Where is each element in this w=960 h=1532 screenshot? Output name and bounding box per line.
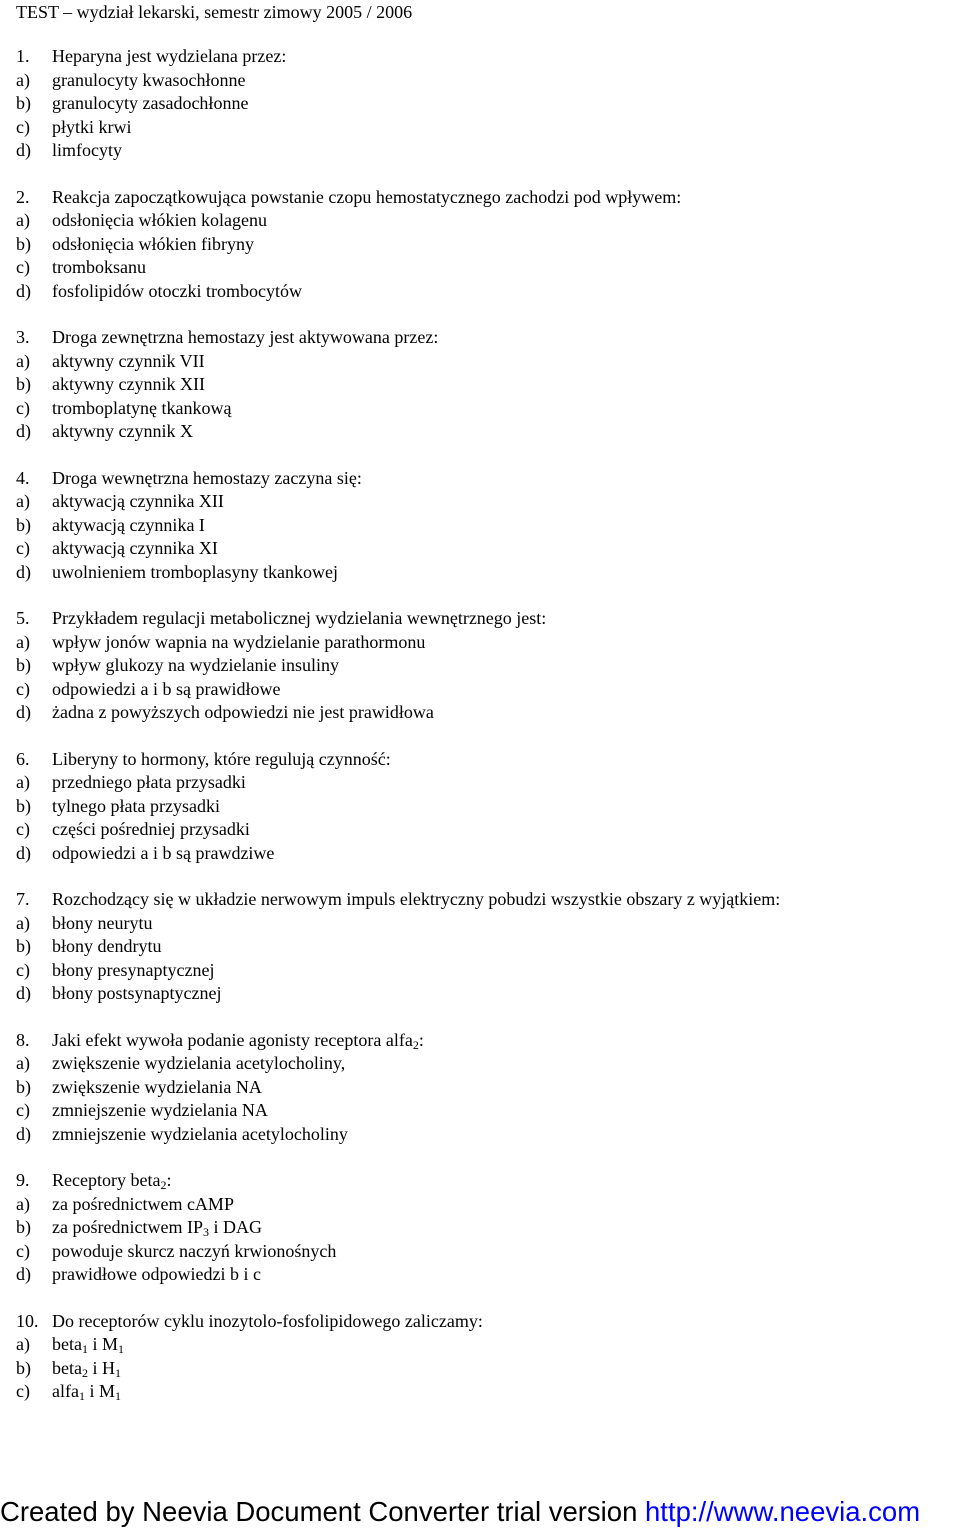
answer-option bbox=[16, 209, 946, 233]
option-text: błony dendrytu bbox=[52, 936, 162, 956]
option-text: granulocyty zasadochłonne bbox=[52, 93, 249, 113]
option-letter: c) bbox=[16, 1240, 30, 1261]
converter-footer bbox=[0, 1494, 920, 1530]
answer-option bbox=[16, 373, 946, 397]
subscript: 1 bbox=[115, 1389, 121, 1403]
answer-option bbox=[16, 935, 946, 959]
question bbox=[16, 748, 946, 866]
text-run: i H bbox=[87, 1357, 115, 1378]
page-title: TEST – wydział lekarski, semestr zimowy 2005 / 2006 bbox=[16, 2, 413, 22]
option-text: żadna z powyższych odpowiedzi nie jest prawidłowa bbox=[52, 702, 434, 722]
answer-option bbox=[16, 771, 946, 795]
option-text: aktywny czynnik X bbox=[52, 421, 193, 441]
option-text: odpowiedzi a i b są prawdziwe bbox=[52, 842, 275, 863]
option-text: aktywacją czynnika XII bbox=[52, 491, 224, 511]
answer-option bbox=[16, 795, 946, 819]
question bbox=[16, 607, 946, 725]
option-letter: d) bbox=[16, 561, 31, 582]
answer-option bbox=[16, 116, 946, 140]
option-text: tromboksanu bbox=[52, 257, 146, 277]
option-text: wpływ jonów wapnia na wydzielanie parathormonu bbox=[52, 631, 426, 652]
option-text: odsłonięcia włókien kolagenu bbox=[52, 210, 267, 230]
question-stem bbox=[16, 748, 946, 772]
answer-option bbox=[16, 69, 946, 93]
option-text: zwiększenie wydzielania NA bbox=[52, 1076, 262, 1097]
option-text: błony postsynaptycznej bbox=[52, 983, 222, 1003]
subscript: 3 bbox=[202, 1225, 209, 1239]
question-stem bbox=[16, 467, 946, 491]
question bbox=[16, 326, 946, 444]
subscript: 1 bbox=[114, 1365, 121, 1380]
text-run: Receptory beta bbox=[52, 1170, 161, 1190]
option-text: wpływ glukozy na wydzielanie insuliny bbox=[52, 655, 339, 675]
question bbox=[16, 45, 946, 163]
option-letter: d) bbox=[16, 140, 31, 160]
question-number: 5. bbox=[16, 608, 30, 628]
answer-option bbox=[16, 256, 946, 280]
answer-option bbox=[16, 1099, 946, 1123]
question bbox=[16, 1310, 946, 1404]
option-text: aktywny czynnik XII bbox=[52, 374, 205, 394]
answer-option bbox=[16, 139, 946, 163]
option-text bbox=[52, 1357, 946, 1381]
option-text: fosfolipidów otoczki trombocytów bbox=[52, 280, 302, 301]
option-text: aktywacją czynnika XI bbox=[52, 538, 218, 558]
option-text: odsłonięcia włókien fibryny bbox=[52, 233, 254, 254]
option-letter: c) bbox=[16, 1100, 30, 1120]
option-letter: d) bbox=[16, 983, 31, 1003]
text-run: : bbox=[166, 1170, 172, 1190]
option-letter: c) bbox=[16, 1381, 30, 1401]
option-letter: d) bbox=[16, 1123, 31, 1144]
answer-option bbox=[16, 490, 946, 514]
subscript: 2 bbox=[412, 1037, 419, 1052]
answer-option bbox=[16, 982, 946, 1006]
option-letter: a) bbox=[16, 350, 30, 371]
answer-option bbox=[16, 678, 946, 702]
question-text: Rozchodzący się w układzie nerwowym impuls elektryczny pobudzi wszystkie obszary z wyjątkiem: bbox=[52, 889, 781, 909]
option-letter: a) bbox=[16, 631, 30, 652]
subscript: 2 bbox=[81, 1365, 88, 1380]
option-letter: c) bbox=[16, 959, 30, 980]
question-number: 8. bbox=[16, 1029, 30, 1050]
option-text: za pośrednictwem cAMP bbox=[52, 1193, 234, 1214]
answer-option bbox=[16, 561, 946, 585]
option-text: prawidłowe odpowiedzi b i c bbox=[52, 1264, 261, 1284]
option-letter: b) bbox=[16, 655, 31, 675]
option-letter: a) bbox=[16, 1053, 30, 1073]
answer-option bbox=[16, 1052, 946, 1076]
option-text: aktywacją czynnika I bbox=[52, 514, 205, 535]
question-stem bbox=[16, 888, 946, 912]
question-number: 4. bbox=[16, 467, 30, 488]
option-letter: a) bbox=[16, 491, 30, 511]
option-text: zwiększenie wydzielania acetylocholiny, bbox=[52, 1053, 346, 1073]
text-run: alfa bbox=[52, 1381, 79, 1401]
question-stem bbox=[16, 186, 946, 210]
text-run: Jaki efekt wywoła podanie agonisty receptora alfa bbox=[52, 1029, 413, 1050]
option-text: części pośredniej przysadki bbox=[52, 819, 250, 839]
option-text: powoduje skurcz naczyń krwionośnych bbox=[52, 1240, 337, 1261]
answer-option bbox=[16, 654, 946, 678]
option-letter: b) bbox=[16, 93, 31, 113]
option-letter: a) bbox=[16, 1334, 30, 1354]
text-run: beta bbox=[52, 1357, 82, 1378]
question-text: Przykładem regulacji metabolicznej wydzielania wewnętrznego jest: bbox=[52, 608, 547, 628]
option-letter: b) bbox=[16, 1076, 31, 1097]
option-text: tylnego płata przysadki bbox=[52, 795, 220, 816]
option-text: odpowiedzi a i b są prawidłowe bbox=[52, 678, 281, 699]
question-stem bbox=[16, 1169, 946, 1193]
answer-option bbox=[16, 537, 946, 561]
option-letter: a) bbox=[16, 772, 30, 792]
answer-option bbox=[16, 701, 946, 725]
option-text: błony neurytu bbox=[52, 912, 153, 933]
answer-option bbox=[16, 1333, 946, 1357]
text-run: za pośrednictwem IP bbox=[52, 1217, 203, 1237]
answer-option bbox=[16, 631, 946, 655]
question bbox=[16, 186, 946, 304]
option-letter: c) bbox=[16, 538, 30, 558]
text-run: i M bbox=[84, 1381, 115, 1401]
option-letter: c) bbox=[16, 678, 30, 699]
question-number: 6. bbox=[16, 748, 30, 769]
question-text: Liberyny to hormony, które regulują czynność: bbox=[52, 748, 391, 769]
subscript: 1 bbox=[118, 1342, 124, 1356]
option-text: aktywny czynnik VII bbox=[52, 350, 205, 371]
option-text: uwolnieniem tromboplasyny tkankowej bbox=[52, 561, 338, 582]
option-letter: b) bbox=[16, 374, 31, 394]
subscript: 1 bbox=[78, 1389, 85, 1403]
question-number: 7. bbox=[16, 889, 30, 909]
option-text bbox=[52, 1380, 946, 1404]
option-letter: a) bbox=[16, 1193, 30, 1214]
question-number: 9. bbox=[16, 1170, 30, 1190]
option-text: błony presynaptycznej bbox=[52, 959, 215, 980]
option-letter: b) bbox=[16, 1357, 31, 1378]
text-run: : bbox=[418, 1029, 424, 1050]
option-letter: d) bbox=[16, 1264, 31, 1284]
question-stem bbox=[16, 45, 946, 69]
answer-option bbox=[16, 233, 946, 257]
answer-option bbox=[16, 818, 946, 842]
answer-option bbox=[16, 912, 946, 936]
answer-option bbox=[16, 1240, 946, 1264]
question-text bbox=[52, 1029, 946, 1053]
option-text: płytki krwi bbox=[52, 116, 132, 137]
answer-option bbox=[16, 514, 946, 538]
option-letter: c) bbox=[16, 116, 30, 137]
answer-option bbox=[16, 1263, 946, 1287]
answer-option bbox=[16, 1380, 946, 1404]
answer-option bbox=[16, 1357, 946, 1381]
answer-option bbox=[16, 420, 946, 444]
question bbox=[16, 1029, 946, 1147]
question-text: Droga wewnętrzna hemostazy zaczyna się: bbox=[52, 467, 362, 488]
footer-link[interactable]: http://www.neevia.com bbox=[645, 1496, 921, 1527]
text-run: i DAG bbox=[208, 1217, 262, 1237]
option-letter: d) bbox=[16, 702, 31, 722]
option-text bbox=[52, 1216, 946, 1240]
question-number: 1. bbox=[16, 46, 30, 66]
question bbox=[16, 1169, 946, 1287]
answer-option bbox=[16, 959, 946, 983]
question-text: Droga zewnętrzna hemostazy jest aktywowana przez: bbox=[52, 327, 439, 347]
question-stem bbox=[16, 326, 946, 350]
answer-option bbox=[16, 1076, 946, 1100]
option-letter: a) bbox=[16, 69, 30, 90]
option-letter: d) bbox=[16, 842, 31, 863]
option-letter: c) bbox=[16, 397, 30, 418]
text-run: i M bbox=[87, 1334, 118, 1354]
question-text: Heparyna jest wydzielana przez: bbox=[52, 46, 287, 66]
option-letter: a) bbox=[16, 912, 30, 933]
option-letter: b) bbox=[16, 795, 31, 816]
question-text: Reakcja zapoczątkowująca powstanie czopu hemostatycznego zachodzi pod wpływem: bbox=[52, 186, 682, 207]
option-text: zmniejszenie wydzielania NA bbox=[52, 1100, 268, 1120]
answer-option bbox=[16, 1216, 946, 1240]
subscript: 1 bbox=[81, 1342, 88, 1356]
question-stem bbox=[16, 1310, 946, 1334]
option-text: limfocyty bbox=[52, 140, 122, 160]
option-letter: b) bbox=[16, 514, 31, 535]
option-letter: c) bbox=[16, 819, 30, 839]
question-list bbox=[16, 45, 946, 1427]
question-number: 10. bbox=[16, 1310, 39, 1331]
option-text bbox=[52, 1333, 946, 1357]
option-letter: d) bbox=[16, 421, 31, 441]
question-stem bbox=[16, 607, 946, 631]
answer-option bbox=[16, 842, 946, 866]
option-letter: b) bbox=[16, 233, 31, 254]
question-text: Do receptorów cyklu inozytolo-fosfolipidowego zaliczamy: bbox=[52, 1310, 483, 1331]
answer-option bbox=[16, 1123, 946, 1147]
question-stem bbox=[16, 1029, 946, 1053]
answer-option bbox=[16, 92, 946, 116]
question-number: 2. bbox=[16, 186, 30, 207]
text-run: beta bbox=[52, 1334, 82, 1354]
answer-option bbox=[16, 397, 946, 421]
answer-option bbox=[16, 1193, 946, 1217]
option-text: przedniego płata przysadki bbox=[52, 772, 246, 792]
option-letter: a) bbox=[16, 210, 30, 230]
option-letter: b) bbox=[16, 1217, 31, 1237]
option-letter: c) bbox=[16, 257, 30, 277]
question bbox=[16, 467, 946, 585]
subscript: 2 bbox=[160, 1178, 167, 1192]
option-text: tromboplatynę tkankową bbox=[52, 397, 232, 418]
question-number: 3. bbox=[16, 327, 30, 347]
option-letter: d) bbox=[16, 280, 31, 301]
question bbox=[16, 888, 946, 1006]
footer-text: Created by Neevia Document Converter trial version bbox=[0, 1496, 646, 1527]
option-text: zmniejszenie wydzielania acetylocholiny bbox=[52, 1123, 348, 1144]
question-text bbox=[52, 1169, 946, 1193]
answer-option bbox=[16, 280, 946, 304]
option-letter: b) bbox=[16, 936, 31, 956]
answer-option bbox=[16, 350, 946, 374]
option-text: granulocyty kwasochłonne bbox=[52, 69, 246, 90]
